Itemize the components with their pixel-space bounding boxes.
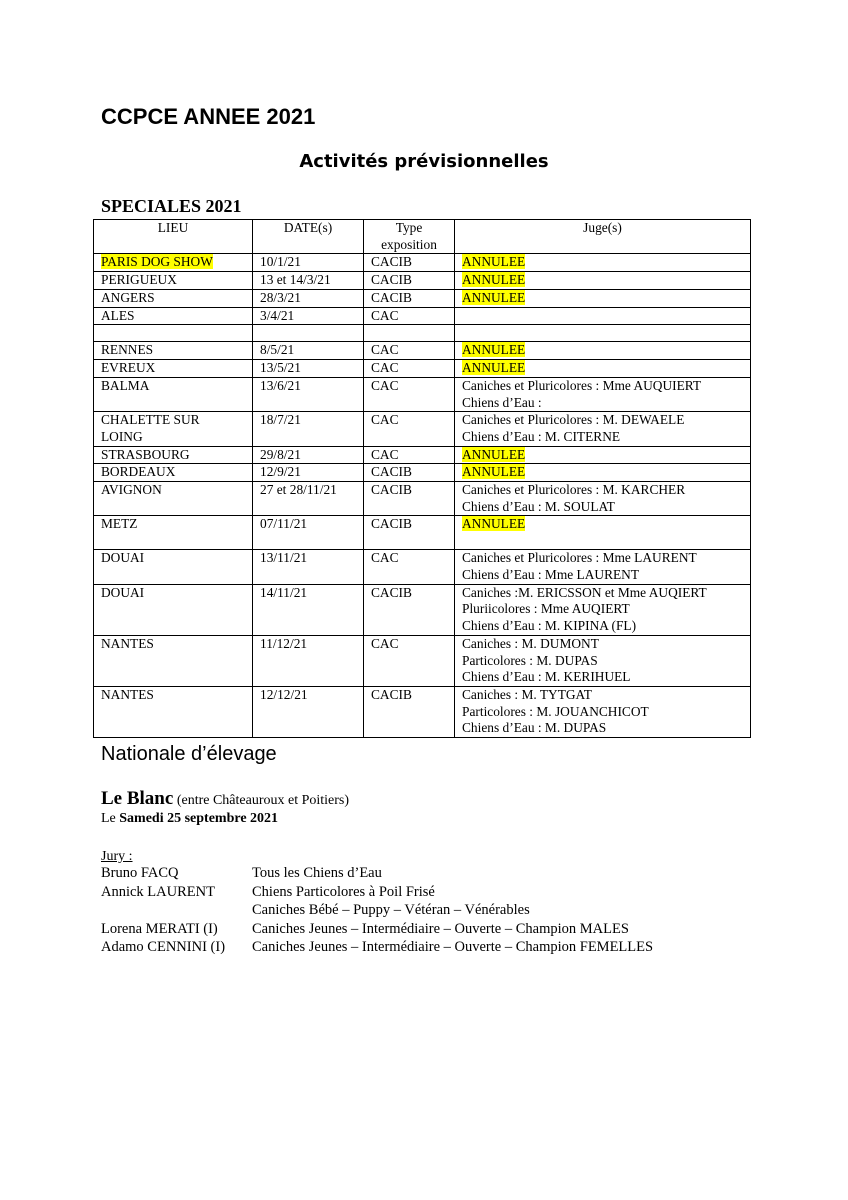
table-row	[94, 464, 751, 482]
jury-assignment: Caniches Jeunes – Intermédiaire – Ouverte – Champion FEMELLES	[252, 939, 654, 955]
cell-type: CACIB	[364, 464, 455, 482]
cell-lieu: AVIGNON	[94, 482, 253, 516]
nationale-date: Le Samedi 25 septembre 2021	[101, 811, 279, 826]
cell-date: 8/5/21	[253, 342, 364, 360]
cell-lieu: STRASBOURG	[94, 446, 253, 464]
jury-name: Bruno FACQ	[101, 865, 179, 881]
cell-lieu: CHALETTE SUR LOING	[94, 412, 253, 446]
cell-type: CAC	[364, 377, 455, 411]
table-row	[94, 686, 751, 737]
document-title: CCPCE ANNEE 2021	[101, 104, 316, 129]
header-lieu: LIEU	[94, 220, 253, 254]
nationale-place: Le Blanc (entre Châteauroux et Poitiers)	[101, 788, 350, 809]
header-juges: Juge(s)	[455, 220, 751, 254]
cell-type: CAC	[364, 342, 455, 360]
cell-lieu	[94, 325, 253, 342]
cell-type: CACIB	[364, 584, 455, 635]
jury-assignment: Caniches Bébé – Puppy – Vétéran – Vénérables	[252, 902, 530, 918]
table-row	[94, 254, 751, 272]
table-row	[94, 360, 751, 378]
cell-juges: ANNULEE	[455, 254, 751, 272]
cell-date: 13/5/21	[253, 360, 364, 378]
cell-date	[253, 325, 364, 342]
cell-lieu: PERIGUEUX	[94, 272, 253, 290]
jury-assignment: Tous les Chiens d’Eau	[252, 865, 382, 881]
cell-type: CACIB	[364, 482, 455, 516]
cell-date: 27 et 28/11/21	[253, 482, 364, 516]
jury-name: Annick LAURENT	[101, 883, 215, 900]
cell-lieu: RENNES	[94, 342, 253, 360]
cell-lieu: ALES	[94, 307, 253, 325]
cell-juges: Caniches et Pluricolores : Mme LAURENT Chiens d’Eau : Mme LAURENT	[455, 550, 751, 584]
table-row	[94, 342, 751, 360]
table-row	[94, 325, 751, 342]
cell-lieu: NANTES	[94, 686, 253, 737]
cell-juges: Caniches et Pluricolores : M. KARCHER Chiens d’Eau : M. SOULAT	[455, 482, 751, 516]
table-row	[94, 272, 751, 290]
table-row	[94, 377, 751, 411]
cell-type: CAC	[364, 446, 455, 464]
cell-type	[364, 325, 455, 342]
cell-date: 29/8/21	[253, 446, 364, 464]
table-row	[94, 550, 751, 584]
cell-type: CACIB	[364, 272, 455, 290]
cell-date: 13/6/21	[253, 377, 364, 411]
cell-lieu: PARIS DOG SHOW	[94, 254, 253, 272]
jury-label: Jury :	[101, 849, 133, 864]
table-row	[94, 635, 751, 686]
cell-date: 18/7/21	[253, 412, 364, 446]
cell-lieu: METZ	[94, 516, 253, 550]
cell-juges: ANNULEE	[455, 516, 751, 550]
cell-date: 11/12/21	[253, 635, 364, 686]
cell-juges: ANNULEE	[455, 289, 751, 307]
cell-date: 3/4/21	[253, 307, 364, 325]
cell-lieu: DOUAI	[94, 550, 253, 584]
jury-name: Adamo CENNINI (I)	[101, 939, 226, 955]
cell-juges: Caniches et Pluricolores : M. DEWAELE Chiens d’Eau : M. CITERNE	[455, 412, 751, 446]
cell-date: 10/1/21	[253, 254, 364, 272]
table-row	[94, 446, 751, 464]
cell-juges: Caniches :M. ERICSSON et Mme AUQIERT Pluriicolores : Mme AUQIERT Chiens d’Eau : M. KIPINA (FL)	[455, 584, 751, 635]
cell-type: CACIB	[364, 254, 455, 272]
table-row	[94, 412, 751, 446]
cell-juges: Caniches : M. TYTGAT Particolores : M. JOUANCHICOT Chiens d’Eau : M. DUPAS	[455, 686, 751, 737]
cell-juges	[455, 325, 751, 342]
table-row	[94, 307, 751, 325]
nationale-heading: Nationale d’élevage	[101, 743, 277, 765]
cell-juges	[455, 307, 751, 325]
header-type: Type exposition	[364, 220, 455, 254]
table-header-row	[94, 220, 751, 254]
cell-type: CAC	[364, 635, 455, 686]
speciales-heading: SPECIALES 2021	[101, 196, 242, 216]
cell-juges: ANNULEE	[455, 446, 751, 464]
cell-date: 07/11/21	[253, 516, 364, 550]
cell-date: 12/12/21	[253, 686, 364, 737]
cell-juges: ANNULEE	[455, 342, 751, 360]
cell-date: 12/9/21	[253, 464, 364, 482]
cell-date: 14/11/21	[253, 584, 364, 635]
table-row	[94, 584, 751, 635]
jury-assignment: Chiens Particolores à Poil Frisé	[252, 883, 435, 900]
cell-lieu: EVREUX	[94, 360, 253, 378]
jury-name: Lorena MERATI (I)	[101, 920, 218, 937]
cell-type: CAC	[364, 360, 455, 378]
cell-lieu: NANTES	[94, 635, 253, 686]
cell-date: 13/11/21	[253, 550, 364, 584]
speciales-table	[93, 219, 751, 738]
cell-juges: ANNULEE	[455, 360, 751, 378]
cell-date: 28/3/21	[253, 289, 364, 307]
cell-type: CAC	[364, 307, 455, 325]
cell-juges: ANNULEE	[455, 464, 751, 482]
document-subtitle: Activités prévisionnelles	[299, 151, 549, 172]
cell-lieu: DOUAI	[94, 584, 253, 635]
cell-juges: Caniches et Pluricolores : Mme AUQUIERT Chiens d’Eau :	[455, 377, 751, 411]
cell-juges: Caniches : M. DUMONT Particolores : M. DUPAS Chiens d’Eau : M. KERIHUEL	[455, 635, 751, 686]
cell-juges: ANNULEE	[455, 272, 751, 290]
cell-type: CACIB	[364, 686, 455, 737]
cell-type: CAC	[364, 412, 455, 446]
cell-type: CACIB	[364, 289, 455, 307]
table-row	[94, 482, 751, 516]
cell-lieu: BALMA	[94, 377, 253, 411]
jury-assignment: Caniches Jeunes – Intermédiaire – Ouverte – Champion MALES	[252, 920, 629, 937]
cell-type: CACIB	[364, 516, 455, 550]
header-date: DATE(s)	[253, 220, 364, 254]
cell-date: 13 et 14/3/21	[253, 272, 364, 290]
table-row	[94, 289, 751, 307]
cell-type: CAC	[364, 550, 455, 584]
table-row	[94, 516, 751, 550]
cell-lieu: ANGERS	[94, 289, 253, 307]
cell-lieu: BORDEAUX	[94, 464, 253, 482]
